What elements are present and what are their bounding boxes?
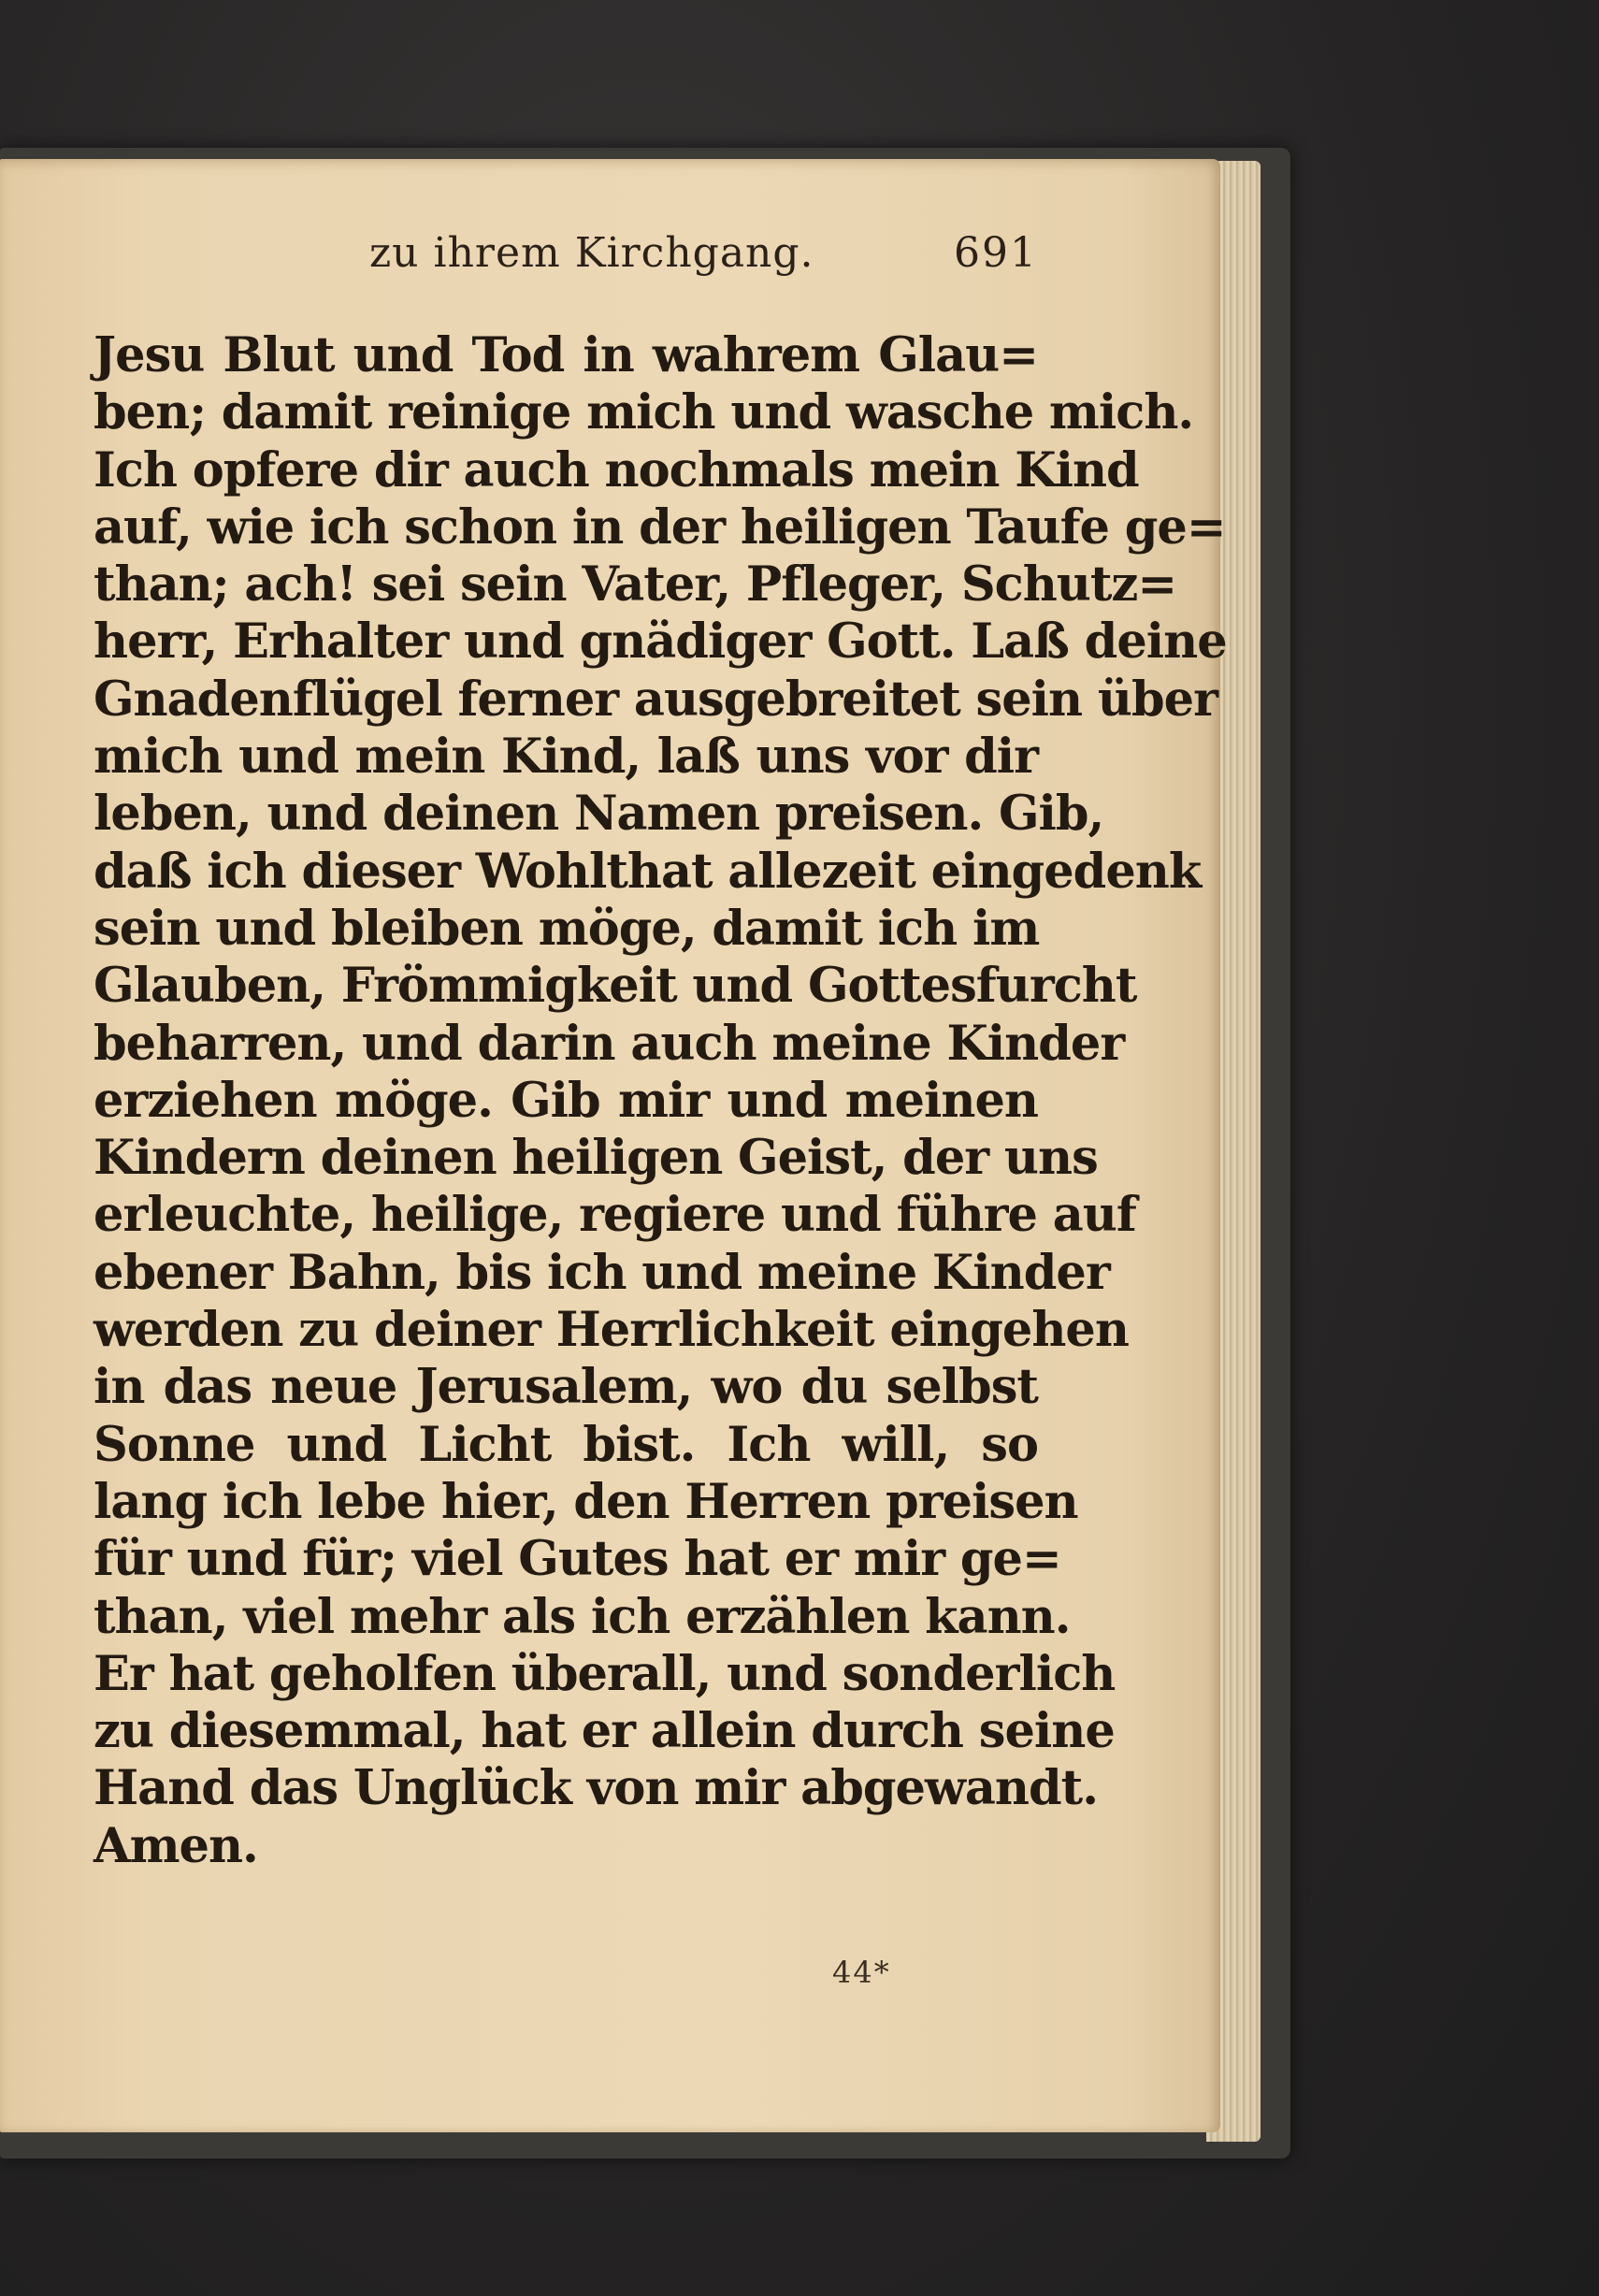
text-line: erleuchte, heilige, regiere und führe auf (94, 1187, 1136, 1244)
text-line: than, viel mehr als ich erzählen kann. (94, 1588, 1071, 1645)
text-line: Er hat geholfen überall, und sonderlich (94, 1645, 1116, 1702)
text-line: in das neue Jerusalem, wo du selbst (94, 1359, 1038, 1416)
text-line: auf, wie ich schon in der heiligen Taufe ge= (94, 498, 1226, 556)
text-line: Kindern deinen heiligen Geist, der uns (94, 1130, 1098, 1187)
body-text (94, 327, 1227, 1875)
book-page (0, 159, 1227, 2132)
text-line: Jesu Blut und Tod in wahrem Glau= (94, 327, 1038, 383)
text-line: Hand das Unglück von mir abgewandt. (94, 1760, 1098, 1817)
text-line: herr, Erhalter und gnädiger Gott. Laß deine (94, 614, 1227, 671)
page-number: 691 (954, 229, 1038, 277)
text-line: Glauben, Frömmigkeit und Gottesfurcht (94, 958, 1137, 1015)
text-line: leben, und deinen Namen preisen. Gib, (94, 786, 1104, 843)
text-line: than; ach! sei sein Vater, Pfleger, Schutz= (94, 556, 1177, 614)
text-line: beharren, und darin auch meine Kinder (94, 1015, 1125, 1072)
running-title: zu ihrem Kirchgang. (369, 229, 814, 277)
text-line: Sonne und Licht bist. Ich will, so (94, 1416, 1038, 1473)
text-line: zu diesemmal, hat er allein durch seine (94, 1703, 1115, 1760)
text-line: sein und bleiben möge, damit ich im (94, 900, 1040, 957)
text-line: mich und mein Kind, laß uns vor dir (94, 729, 1038, 786)
text-line: Ich opfere dir auch nochmals mein Kind (94, 441, 1139, 498)
text-line: für und für; viel Gutes hat er mir ge= (94, 1531, 1061, 1588)
text-line: werden zu deiner Herrlichkeit eingehen (94, 1302, 1129, 1359)
text-line: ebener Bahn, bis ich und meine Kinder (94, 1244, 1110, 1301)
text-line: erziehen möge. Gib mir und meinen (94, 1072, 1038, 1129)
text-line: Amen. (94, 1817, 258, 1874)
text-line: daß ich dieser Wohlthat allezeit eingedenk (94, 843, 1202, 900)
signature-mark: 44* (832, 1955, 891, 1990)
text-line: ben; damit reinige mich und wasche mich. (94, 384, 1194, 441)
text-line: lang ich lebe hier, den Herren preisen (94, 1473, 1078, 1530)
text-line: Gnadenflügel ferner ausgebreitet sein über (94, 671, 1217, 728)
running-head (94, 229, 1038, 295)
